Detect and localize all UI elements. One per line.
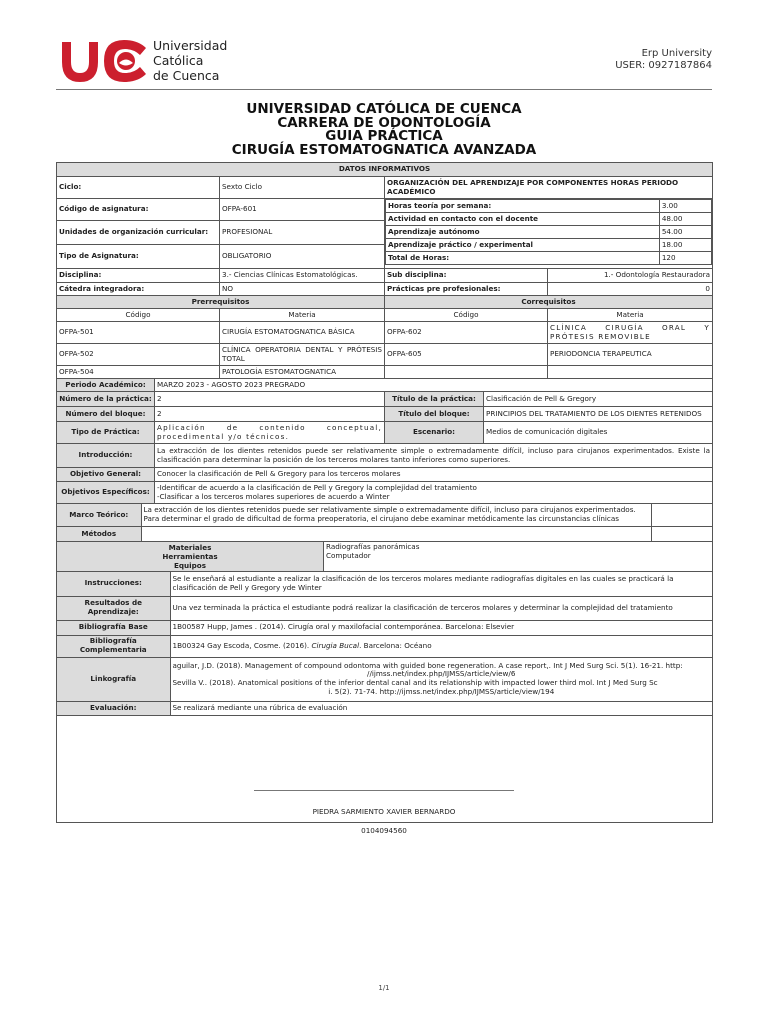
link-line: //ijmss.net/index.php/IJMSS/article/view/6 — [367, 669, 516, 679]
tipo-practica-value: Aplicación de contenido conceptual, procedimental y/o técnicos. — [155, 422, 385, 444]
periodo-value: MARZO 2023 - AGOSTO 2023 PREGRADO — [155, 379, 713, 392]
escenario-value: Medios de comunicación digitales — [484, 422, 713, 444]
catedra-value: NO — [220, 283, 385, 296]
marco-label: Marco Teórico: — [57, 504, 141, 526]
num-bloque-value: 2 — [155, 407, 385, 422]
objetivos-especificos-value — [155, 482, 713, 504]
marco-empty — [652, 504, 713, 527]
titulo-practica-label: Título de la práctica: — [385, 392, 484, 407]
materiales-label — [57, 542, 324, 572]
instrucciones-table — [57, 572, 712, 715]
pre-codigo-col: Código — [57, 309, 220, 322]
unidades-label: Unidades de organización curricular: — [57, 221, 220, 245]
metodos-value — [141, 527, 651, 541]
marco-line: Para determinar el grado de dificultad de forma preoperatoria, el cirujano debe examinar metódicamente las circunstancias clínicas — [143, 514, 619, 523]
instrucciones-value: Se le enseñará al estudiante a realizar la clasificación de los terceros molares mediante radiografías digitales en las cuales se practicará la clasificación de Pell y Gregory yde Winter — [170, 572, 712, 596]
introduccion-value: La extracción de los dientes retenidos puede ser relativamente simple o extremadamente difícil, incluso para cirujanos experimentados. Existe la clasificación para determinar la posición de los terceros molares tanto inferiores como superiores. — [155, 444, 713, 468]
prerrequisitos-heading: Prerrequisitos — [57, 296, 385, 309]
materiales-label-line: Equipos — [174, 561, 206, 570]
horas-value: 18.00 — [659, 239, 711, 252]
pre-codigo: OFPA-502 — [57, 344, 220, 366]
pre-materia-col: Materia — [220, 309, 385, 322]
horas-cell — [385, 199, 713, 269]
evaluacion-label: Evaluación: — [57, 701, 170, 715]
marco-row — [57, 504, 652, 527]
co-materia-col: Materia — [548, 309, 713, 322]
codigo-value: OFPA-601 — [220, 199, 385, 221]
pre-codigo: OFPA-501 — [57, 322, 220, 344]
titulo-bloque-value: PRINCIPIOS DEL TRATAMIENTO DE LOS DIENTES RETENIDOS — [484, 407, 713, 422]
co-materia: CLÍNICA CIRUGÍA ORAL Y PRÓTESIS REMOVIBLE — [548, 322, 713, 344]
document-titles — [56, 103, 712, 157]
header-divider — [56, 89, 712, 90]
practicas-value: 0 — [548, 283, 713, 296]
horas-label: Actividad en contacto con el docente — [386, 213, 660, 226]
num-practica-value: 2 — [155, 392, 385, 407]
horas-table — [385, 199, 712, 265]
pre-codigo: OFPA-504 — [57, 366, 220, 379]
practicas-label: Prácticas pre profesionales: — [385, 283, 548, 296]
erp-name: Erp University — [641, 48, 712, 59]
erp-info — [615, 48, 712, 72]
escenario-label: Escenario: — [385, 422, 484, 444]
codigo-label: Código de asignatura: — [57, 199, 220, 221]
title-line: CARRERA DE ODONTOLOGÍA — [277, 114, 491, 131]
horas-label: Aprendizaje práctico / experimental — [386, 239, 660, 252]
linkografia-value — [170, 657, 712, 701]
resultados-label: Resultados de Aprendizaje: — [57, 596, 170, 620]
objetivo-item: -Identificar de acuerdo a la clasificación de Pell y Gregory la complejidad del tratamiento — [157, 482, 477, 492]
materiales-label-line: Materiales — [168, 543, 212, 552]
co-codigo — [385, 366, 548, 379]
marco-line: La extracción de los dientes retenidos puede ser relativamente simple o extremadamente difícil, incluso para cirujanos experimentados. — [143, 505, 636, 515]
metodos-label: Métodos — [57, 527, 141, 541]
linkografia-label: Linkografía — [57, 657, 170, 701]
tipo-practica-label: Tipo de Práctica: — [57, 422, 155, 444]
requisito-row — [57, 366, 713, 379]
link-line: i. 5(2). 71-74. http://ijmss.net/index.php/IJMSS/article/view/194 — [328, 686, 555, 696]
marco-value — [141, 504, 651, 526]
biblio-base-label: Bibliografía Base — [57, 620, 170, 635]
pre-materia: PATOLOGÍA ESTOMATOGNATICA — [220, 366, 385, 379]
datos-heading: DATOS INFORMATIVOS — [57, 163, 713, 177]
co-codigo: OFPA-605 — [385, 344, 548, 366]
biblio-comp-text: . Barcelona: Océano — [359, 640, 432, 650]
horas-value: 48.00 — [659, 213, 711, 226]
signer-id: 0104094560 — [361, 826, 407, 835]
org-heading: ORGANIZACIÓN DEL APRENDIZAJE POR COMPONENTES HORAS PERIODO ACADÉMICO — [385, 177, 713, 199]
title-line: CIRUGÍA ESTOMATOGNATICA AVANZADA — [231, 141, 537, 158]
requisito-row — [57, 322, 713, 344]
tipo-asignatura-label: Tipo de Asignatura: — [57, 245, 220, 269]
titulo-bloque-label: Título del bloque: — [385, 407, 484, 422]
subdisciplina-label: Sub disciplina: — [385, 269, 548, 283]
metodos-row — [57, 527, 652, 542]
periodo-label: Periodo Académico: — [57, 379, 155, 392]
ciclo-label: Ciclo: — [57, 177, 220, 199]
requisito-row — [57, 344, 713, 366]
evaluacion-value: Se realizará mediante una rúbrica de evaluación — [170, 701, 712, 715]
pre-materia: CIRUGÍA ESTOMATOGNATICA BÁSICA — [220, 322, 385, 344]
disciplina-value: 3.- Ciencias Clínicas Estomatológicas. — [220, 269, 385, 283]
logo-wordmark — [153, 38, 227, 83]
guide-table — [56, 162, 713, 823]
link-line: Sevilla V.. (2018). Anatomical positions of the inferior dental canal and its relationship with impacted lower third mol. Int J Med Surg Sc — [172, 678, 658, 687]
unidades-value: PROFESIONAL — [220, 221, 385, 245]
materiales-value — [324, 542, 713, 572]
resultados-value: Una vez terminada la práctica el estudiante podrá realizar la clasificación de terceros molares y determinar la complejidad del tratamiento — [170, 596, 712, 620]
user-id: USER: 0927187864 — [615, 60, 712, 71]
disciplina-label: Disciplina: — [57, 269, 220, 283]
biblio-comp-label: Bibliografía Complementaria — [57, 635, 170, 657]
title-line: GUIA PRÁCTICA — [325, 128, 443, 144]
marco-table — [57, 504, 651, 526]
ciclo-value: Sexto Ciclo — [220, 177, 385, 199]
instrucciones-row — [57, 572, 713, 716]
metodos-table — [57, 527, 651, 541]
horas-label: Total de Horas: — [386, 252, 660, 265]
subdisciplina-value: 1.- Odontología Restauradora — [548, 269, 713, 283]
logo-line: de Cuenca — [153, 68, 220, 83]
materiales-label-line: Herramientas — [162, 552, 218, 561]
instrucciones-label: Instrucciones: — [57, 572, 170, 596]
num-practica-label: Número de la práctica: — [57, 392, 155, 407]
biblio-base-value: 1B00587 Hupp, James . (2014). Cirugía oral y maxilofacial contemporánea. Barcelona: Elsevier — [170, 620, 712, 635]
horas-value: 3.00 — [659, 200, 711, 213]
co-materia — [548, 366, 713, 379]
objetivo-general-label: Objetivo General: — [57, 468, 155, 482]
horas-value: 54.00 — [659, 226, 711, 239]
link-line: aguilar, J.D. (2018). Management of compound odontoma with guided bone regeneration. A case report,. Int J Med Surg Sci. 5(1). 16-21. http: — [172, 660, 683, 670]
objetivos-especificos-label: Objetivos Específicos: — [57, 482, 155, 504]
pre-materia: CLÍNICA OPERATORIA DENTAL Y PRÓTESIS TOTAL — [220, 344, 385, 366]
biblio-comp-text: 1B00324 Gay Escoda, Cosme. (2016). — [172, 640, 312, 650]
introduccion-label: Introducción: — [57, 444, 155, 468]
logo-line: Católica — [153, 53, 204, 68]
num-bloque-label: Número del bloque: — [57, 407, 155, 422]
co-codigo: OFPA-602 — [385, 322, 548, 344]
page-number: 1/1 — [378, 984, 390, 992]
signer-name: PIEDRA SARMIENTO XAVIER BERNARDO — [312, 807, 456, 816]
title-line: UNIVERSIDAD CATÓLICA DE CUENCA — [246, 101, 522, 117]
biblio-comp-value — [170, 635, 712, 657]
material-item: Computador — [326, 550, 371, 560]
signature-line — [254, 790, 514, 791]
horas-label: Horas teoría por semana: — [386, 200, 660, 213]
biblio-comp-title: Cirugia Bucal — [311, 640, 360, 650]
material-item: Radiografías panorámicas — [326, 542, 420, 551]
tipo-asignatura-value: OBLIGATORIO — [220, 245, 385, 269]
horas-label: Aprendizaje autónomo — [386, 226, 660, 239]
co-codigo-col: Código — [385, 309, 548, 322]
objetivo-item: -Clasificar a los terceros molares superiores de acuerdo a Winter — [157, 491, 390, 501]
horas-value: 120 — [659, 252, 711, 265]
metodos-empty — [652, 527, 713, 542]
correquisitos-heading: Correquisitos — [385, 296, 713, 309]
catedra-label: Cátedra integradora: — [57, 283, 220, 296]
logo-line: Universidad — [153, 38, 228, 53]
co-materia: PERIODONCIA TERAPEUTICA — [548, 344, 713, 366]
objetivo-general-value: Conocer la clasificación de Pell & Gregory para los terceros molares — [155, 468, 713, 482]
titulo-practica-value: Clasificación de Pell & Gregory — [484, 392, 713, 407]
